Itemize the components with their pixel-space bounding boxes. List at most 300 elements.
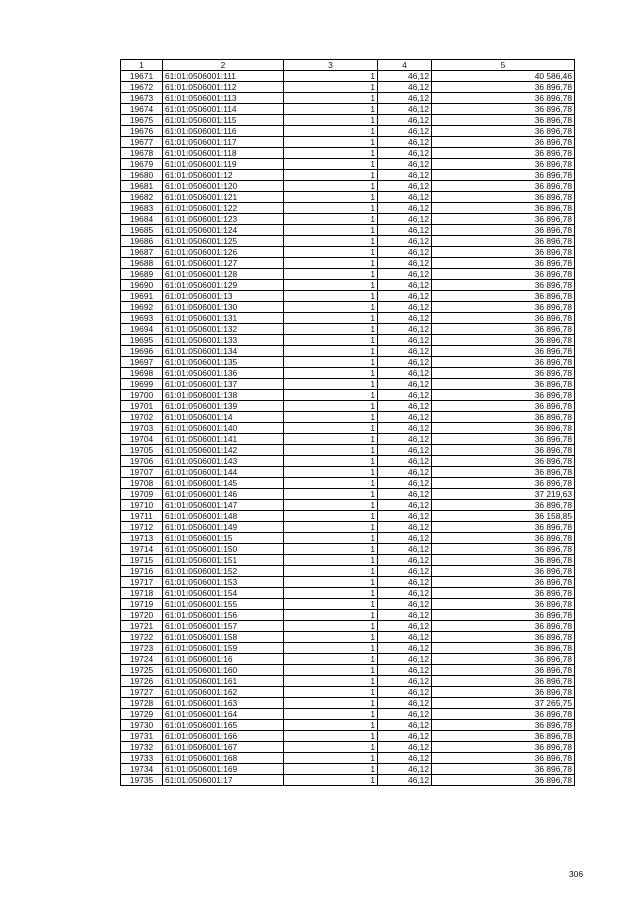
table-row [121, 412, 575, 423]
table-row [121, 643, 575, 654]
row-number-cell: 19720 [121, 610, 163, 621]
area-cell: 46,12 [378, 599, 432, 610]
quantity-cell: 1 [284, 258, 378, 269]
value-cell: 40 586,46 [432, 71, 575, 82]
quantity-cell: 1 [284, 588, 378, 599]
row-number-cell: 19684 [121, 214, 163, 225]
area-cell: 46,12 [378, 82, 432, 93]
quantity-cell: 1 [284, 599, 378, 610]
row-number-cell: 19679 [121, 159, 163, 170]
quantity-cell: 1 [284, 456, 378, 467]
area-cell: 46,12 [378, 522, 432, 533]
cadastral-number-cell: 61:01:0506001:140 [163, 423, 284, 434]
table-row [121, 676, 575, 687]
quantity-cell: 1 [284, 533, 378, 544]
value-cell: 36 896,78 [432, 478, 575, 489]
row-number-cell: 19702 [121, 412, 163, 423]
cadastral-number-cell: 61:01:0506001:137 [163, 379, 284, 390]
value-cell: 36 896,78 [432, 313, 575, 324]
area-cell: 46,12 [378, 346, 432, 357]
table-row [121, 214, 575, 225]
table-row [121, 280, 575, 291]
value-cell: 36 896,78 [432, 291, 575, 302]
column-header-2: 2 [163, 60, 284, 71]
cadastral-number-cell: 61:01:0506001:150 [163, 544, 284, 555]
table-row [121, 577, 575, 588]
table-row [121, 357, 575, 368]
column-header-4: 4 [378, 60, 432, 71]
row-number-cell: 19723 [121, 643, 163, 654]
value-cell: 36 896,78 [432, 346, 575, 357]
area-cell: 46,12 [378, 159, 432, 170]
area-cell: 46,12 [378, 621, 432, 632]
quantity-cell: 1 [284, 71, 378, 82]
value-cell: 36 896,78 [432, 379, 575, 390]
area-cell: 46,12 [378, 401, 432, 412]
row-number-cell: 19731 [121, 731, 163, 742]
area-cell: 46,12 [378, 324, 432, 335]
table-row [121, 203, 575, 214]
table-row [121, 368, 575, 379]
value-cell: 36 896,78 [432, 93, 575, 104]
quantity-cell: 1 [284, 346, 378, 357]
row-number-cell: 19718 [121, 588, 163, 599]
table-row [121, 588, 575, 599]
table-row [121, 632, 575, 643]
cadastral-number-cell: 61:01:0506001:124 [163, 225, 284, 236]
row-number-cell: 19695 [121, 335, 163, 346]
area-cell: 46,12 [378, 687, 432, 698]
row-number-cell: 19689 [121, 269, 163, 280]
row-number-cell: 19727 [121, 687, 163, 698]
cadastral-number-cell: 61:01:0506001:121 [163, 192, 284, 203]
area-cell: 46,12 [378, 577, 432, 588]
cadastral-number-cell: 61:01:0506001:131 [163, 313, 284, 324]
area-cell: 46,12 [378, 665, 432, 676]
area-cell: 46,12 [378, 258, 432, 269]
quantity-cell: 1 [284, 302, 378, 313]
table-row [121, 775, 575, 786]
quantity-cell: 1 [284, 577, 378, 588]
cadastral-number-cell: 61:01:0506001:142 [163, 445, 284, 456]
quantity-cell: 1 [284, 214, 378, 225]
value-cell: 36 896,78 [432, 544, 575, 555]
quantity-cell: 1 [284, 324, 378, 335]
value-cell: 36 896,78 [432, 280, 575, 291]
cadastral-number-cell: 61:01:0506001:119 [163, 159, 284, 170]
value-cell: 36 896,78 [432, 137, 575, 148]
value-cell: 36 896,78 [432, 456, 575, 467]
cadastral-number-cell: 61:01:0506001:166 [163, 731, 284, 742]
cadastral-number-cell: 61:01:0506001:138 [163, 390, 284, 401]
row-number-cell: 19691 [121, 291, 163, 302]
quantity-cell: 1 [284, 170, 378, 181]
quantity-cell: 1 [284, 731, 378, 742]
cadastral-number-cell: 61:01:0506001:128 [163, 269, 284, 280]
area-cell: 46,12 [378, 115, 432, 126]
quantity-cell: 1 [284, 610, 378, 621]
cadastral-number-cell: 61:01:0506001:145 [163, 478, 284, 489]
area-cell: 46,12 [378, 236, 432, 247]
quantity-cell: 1 [284, 247, 378, 258]
area-cell: 46,12 [378, 456, 432, 467]
table-row [121, 555, 575, 566]
area-cell: 46,12 [378, 445, 432, 456]
value-cell: 36 896,78 [432, 676, 575, 687]
area-cell: 46,12 [378, 709, 432, 720]
value-cell: 36 896,78 [432, 181, 575, 192]
row-number-cell: 19699 [121, 379, 163, 390]
area-cell: 46,12 [378, 533, 432, 544]
quantity-cell: 1 [284, 489, 378, 500]
area-cell: 46,12 [378, 302, 432, 313]
area-cell: 46,12 [378, 71, 432, 82]
row-number-cell: 19728 [121, 698, 163, 709]
table-row [121, 137, 575, 148]
cadastral-number-cell: 61:01:0506001:168 [163, 753, 284, 764]
table-body [121, 71, 575, 786]
value-cell: 36 896,78 [432, 577, 575, 588]
area-cell: 46,12 [378, 544, 432, 555]
value-cell: 36 896,78 [432, 555, 575, 566]
cadastral-number-cell: 61:01:0506001:123 [163, 214, 284, 225]
quantity-cell: 1 [284, 159, 378, 170]
cadastral-number-cell: 61:01:0506001:136 [163, 368, 284, 379]
quantity-cell: 1 [284, 555, 378, 566]
table-row [121, 533, 575, 544]
cadastral-number-cell: 61:01:0506001:132 [163, 324, 284, 335]
table-row [121, 170, 575, 181]
cadastral-number-cell: 61:01:0506001:115 [163, 115, 284, 126]
table-row [121, 379, 575, 390]
value-cell: 36 896,78 [432, 687, 575, 698]
cadastral-number-cell: 61:01:0506001:117 [163, 137, 284, 148]
quantity-cell: 1 [284, 467, 378, 478]
row-number-cell: 19729 [121, 709, 163, 720]
area-cell: 46,12 [378, 247, 432, 258]
value-cell: 36 896,78 [432, 159, 575, 170]
value-cell: 36 896,78 [432, 302, 575, 313]
cadastral-number-cell: 61:01:0506001:165 [163, 720, 284, 731]
quantity-cell: 1 [284, 643, 378, 654]
value-cell: 36 896,78 [432, 632, 575, 643]
column-header-1: 1 [121, 60, 163, 71]
table-row [121, 742, 575, 753]
quantity-cell: 1 [284, 676, 378, 687]
row-number-cell: 19698 [121, 368, 163, 379]
quantity-cell: 1 [284, 566, 378, 577]
table-row [121, 522, 575, 533]
table-row [121, 346, 575, 357]
row-number-cell: 19672 [121, 82, 163, 93]
area-cell: 46,12 [378, 214, 432, 225]
quantity-cell: 1 [284, 82, 378, 93]
value-cell: 36 896,78 [432, 599, 575, 610]
cadastral-number-cell: 61:01:0506001:169 [163, 764, 284, 775]
area-cell: 46,12 [378, 775, 432, 786]
area-cell: 46,12 [378, 390, 432, 401]
area-cell: 46,12 [378, 555, 432, 566]
row-number-cell: 19717 [121, 577, 163, 588]
value-cell: 36 896,78 [432, 170, 575, 181]
row-number-cell: 19719 [121, 599, 163, 610]
row-number-cell: 19708 [121, 478, 163, 489]
value-cell: 36 896,78 [432, 709, 575, 720]
table-row [121, 731, 575, 742]
quantity-cell: 1 [284, 93, 378, 104]
row-number-cell: 19686 [121, 236, 163, 247]
area-cell: 46,12 [378, 412, 432, 423]
table-row [121, 181, 575, 192]
value-cell: 36 896,78 [432, 643, 575, 654]
area-cell: 46,12 [378, 313, 432, 324]
area-cell: 46,12 [378, 335, 432, 346]
row-number-cell: 19732 [121, 742, 163, 753]
row-number-cell: 19733 [121, 753, 163, 764]
value-cell: 37 219,63 [432, 489, 575, 500]
table-row [121, 115, 575, 126]
row-number-cell: 19700 [121, 390, 163, 401]
quantity-cell: 1 [284, 225, 378, 236]
row-number-cell: 19682 [121, 192, 163, 203]
area-cell: 46,12 [378, 489, 432, 500]
value-cell: 36 896,78 [432, 247, 575, 258]
cadastral-number-cell: 61:01:0506001:148 [163, 511, 284, 522]
quantity-cell: 1 [284, 698, 378, 709]
cadastral-number-cell: 61:01:0506001:133 [163, 335, 284, 346]
area-cell: 46,12 [378, 731, 432, 742]
table-row [121, 511, 575, 522]
row-number-cell: 19693 [121, 313, 163, 324]
area-cell: 46,12 [378, 753, 432, 764]
quantity-cell: 1 [284, 291, 378, 302]
table-row [121, 390, 575, 401]
quantity-cell: 1 [284, 742, 378, 753]
table-row [121, 291, 575, 302]
area-cell: 46,12 [378, 720, 432, 731]
row-number-cell: 19687 [121, 247, 163, 258]
table-row [121, 456, 575, 467]
quantity-cell: 1 [284, 357, 378, 368]
cadastral-number-cell: 61:01:0506001:151 [163, 555, 284, 566]
row-number-cell: 19685 [121, 225, 163, 236]
cadastral-number-cell: 61:01:0506001:162 [163, 687, 284, 698]
row-number-cell: 19734 [121, 764, 163, 775]
row-number-cell: 19711 [121, 511, 163, 522]
row-number-cell: 19680 [121, 170, 163, 181]
table-row [121, 159, 575, 170]
table-row [121, 302, 575, 313]
table-row [121, 698, 575, 709]
area-cell: 46,12 [378, 203, 432, 214]
table-row [121, 445, 575, 456]
row-number-cell: 19690 [121, 280, 163, 291]
row-number-cell: 19716 [121, 566, 163, 577]
table-row [121, 665, 575, 676]
quantity-cell: 1 [284, 478, 378, 489]
column-header-5: 5 [432, 60, 575, 71]
value-cell: 36 896,78 [432, 225, 575, 236]
value-cell: 36 896,78 [432, 621, 575, 632]
value-cell: 36 896,78 [432, 258, 575, 269]
table-row [121, 621, 575, 632]
quantity-cell: 1 [284, 412, 378, 423]
value-cell: 36 896,78 [432, 566, 575, 577]
quantity-cell: 1 [284, 192, 378, 203]
quantity-cell: 1 [284, 511, 378, 522]
cadastral-number-cell: 61:01:0506001:125 [163, 236, 284, 247]
value-cell: 36 896,78 [432, 192, 575, 203]
row-number-cell: 19678 [121, 148, 163, 159]
value-cell: 36 896,78 [432, 434, 575, 445]
row-number-cell: 19730 [121, 720, 163, 731]
value-cell: 36 896,78 [432, 742, 575, 753]
cadastral-number-cell: 61:01:0506001:12 [163, 170, 284, 181]
row-number-cell: 19706 [121, 456, 163, 467]
row-number-cell: 19697 [121, 357, 163, 368]
area-cell: 46,12 [378, 478, 432, 489]
area-cell: 46,12 [378, 500, 432, 511]
area-cell: 46,12 [378, 423, 432, 434]
row-number-cell: 19703 [121, 423, 163, 434]
cadastral-number-cell: 61:01:0506001:15 [163, 533, 284, 544]
cadastral-number-cell: 61:01:0506001:116 [163, 126, 284, 137]
area-cell: 46,12 [378, 742, 432, 753]
value-cell: 37 265,75 [432, 698, 575, 709]
quantity-cell: 1 [284, 775, 378, 786]
cadastral-number-cell: 61:01:0506001:114 [163, 104, 284, 115]
value-cell: 36 896,78 [432, 522, 575, 533]
row-number-cell: 19704 [121, 434, 163, 445]
area-cell: 46,12 [378, 467, 432, 478]
area-cell: 46,12 [378, 269, 432, 280]
value-cell: 36 896,78 [432, 148, 575, 159]
area-cell: 46,12 [378, 181, 432, 192]
quantity-cell: 1 [284, 390, 378, 401]
table-row [121, 335, 575, 346]
value-cell: 36 896,78 [432, 236, 575, 247]
table-row [121, 610, 575, 621]
cadastral-number-cell: 61:01:0506001:129 [163, 280, 284, 291]
value-cell: 36 896,78 [432, 82, 575, 93]
quantity-cell: 1 [284, 104, 378, 115]
quantity-cell: 1 [284, 654, 378, 665]
table-row [121, 544, 575, 555]
cadastral-number-cell: 61:01:0506001:127 [163, 258, 284, 269]
table-row [121, 720, 575, 731]
value-cell: 36 896,78 [432, 390, 575, 401]
area-cell: 46,12 [378, 764, 432, 775]
area-cell: 46,12 [378, 192, 432, 203]
quantity-cell: 1 [284, 379, 378, 390]
cadastral-number-cell: 61:01:0506001:163 [163, 698, 284, 709]
cadastral-number-cell: 61:01:0506001:155 [163, 599, 284, 610]
quantity-cell: 1 [284, 753, 378, 764]
area-cell: 46,12 [378, 357, 432, 368]
quantity-cell: 1 [284, 709, 378, 720]
table-row [121, 71, 575, 82]
cadastral-number-cell: 61:01:0506001:141 [163, 434, 284, 445]
value-cell: 36 896,78 [432, 401, 575, 412]
area-cell: 46,12 [378, 379, 432, 390]
row-number-cell: 19675 [121, 115, 163, 126]
row-number-cell: 19692 [121, 302, 163, 313]
area-cell: 46,12 [378, 610, 432, 621]
page-number: 306 [569, 869, 583, 879]
cadastral-number-cell: 61:01:0506001:120 [163, 181, 284, 192]
row-number-cell: 19710 [121, 500, 163, 511]
quantity-cell: 1 [284, 764, 378, 775]
value-cell: 36 896,78 [432, 775, 575, 786]
quantity-cell: 1 [284, 280, 378, 291]
cadastral-number-cell: 61:01:0506001:143 [163, 456, 284, 467]
quantity-cell: 1 [284, 445, 378, 456]
value-cell: 36 896,78 [432, 665, 575, 676]
row-number-cell: 19715 [121, 555, 163, 566]
cadastral-number-cell: 61:01:0506001:161 [163, 676, 284, 687]
value-cell: 36 896,78 [432, 467, 575, 478]
header-row [121, 60, 575, 71]
area-cell: 46,12 [378, 588, 432, 599]
quantity-cell: 1 [284, 401, 378, 412]
area-cell: 46,12 [378, 126, 432, 137]
table-row [121, 566, 575, 577]
cadastral-number-cell: 61:01:0506001:13 [163, 291, 284, 302]
value-cell: 36 896,78 [432, 764, 575, 775]
value-cell: 36 896,78 [432, 214, 575, 225]
area-cell: 46,12 [378, 368, 432, 379]
row-number-cell: 19724 [121, 654, 163, 665]
quantity-cell: 1 [284, 500, 378, 511]
table-row [121, 434, 575, 445]
area-cell: 46,12 [378, 137, 432, 148]
quantity-cell: 1 [284, 368, 378, 379]
row-number-cell: 19694 [121, 324, 163, 335]
value-cell: 36 896,78 [432, 423, 575, 434]
table-row [121, 269, 575, 280]
quantity-cell: 1 [284, 665, 378, 676]
value-cell: 36 896,78 [432, 104, 575, 115]
value-cell: 36 896,78 [432, 500, 575, 511]
table-row [121, 126, 575, 137]
cadastral-number-cell: 61:01:0506001:154 [163, 588, 284, 599]
cadastral-number-cell: 61:01:0506001:118 [163, 148, 284, 159]
cadastral-number-cell: 61:01:0506001:144 [163, 467, 284, 478]
table-row [121, 192, 575, 203]
area-cell: 46,12 [378, 698, 432, 709]
value-cell: 36 896,78 [432, 654, 575, 665]
cadastral-number-cell: 61:01:0506001:130 [163, 302, 284, 313]
value-cell: 36 896,78 [432, 731, 575, 742]
cadastral-number-cell: 61:01:0506001:113 [163, 93, 284, 104]
area-cell: 46,12 [378, 148, 432, 159]
quantity-cell: 1 [284, 203, 378, 214]
value-cell: 36 896,78 [432, 115, 575, 126]
value-cell: 36 896,78 [432, 445, 575, 456]
cadastral-number-cell: 61:01:0506001:158 [163, 632, 284, 643]
area-cell: 46,12 [378, 225, 432, 236]
table-row [121, 599, 575, 610]
table-row [121, 324, 575, 335]
row-number-cell: 19726 [121, 676, 163, 687]
cadastral-number-cell: 61:01:0506001:149 [163, 522, 284, 533]
row-number-cell: 19673 [121, 93, 163, 104]
value-cell: 36 896,78 [432, 720, 575, 731]
table-row [121, 104, 575, 115]
cadastral-number-cell: 61:01:0506001:159 [163, 643, 284, 654]
row-number-cell: 19677 [121, 137, 163, 148]
area-cell: 46,12 [378, 170, 432, 181]
